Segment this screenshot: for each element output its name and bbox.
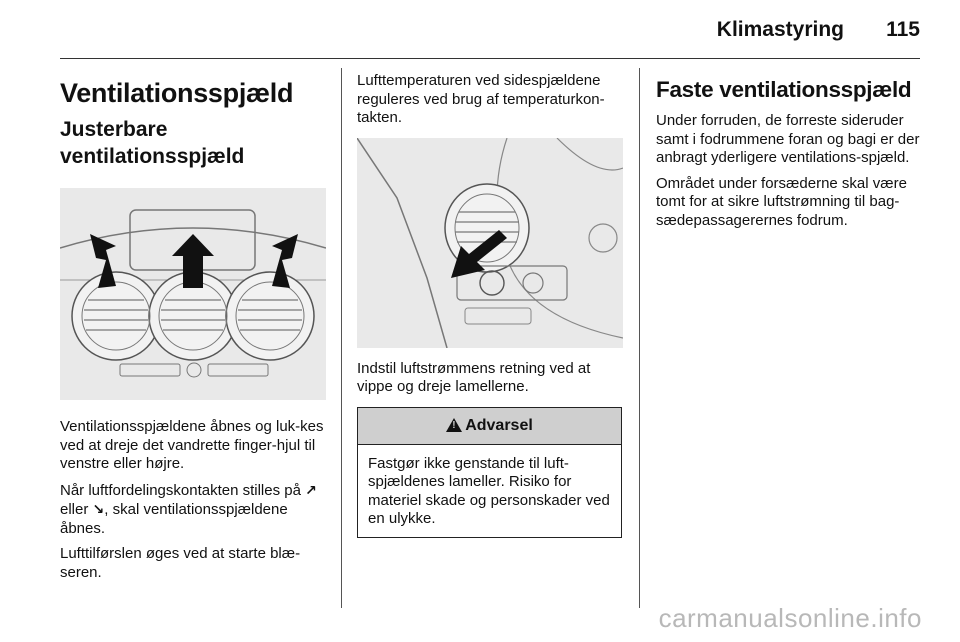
subsection-title: Justerbare ventilationsspjæld bbox=[60, 118, 245, 168]
header-rule bbox=[60, 58, 920, 59]
column-3 bbox=[656, 72, 922, 237]
paragraph: Lufttilførslen øges ved at starte blæ-seren. bbox=[60, 545, 301, 581]
side-vent-illustration bbox=[357, 138, 623, 348]
page-header bbox=[60, 18, 920, 46]
column-divider-1 bbox=[341, 68, 342, 608]
dashboard-vents-illustration bbox=[60, 188, 326, 400]
warning-triangle-icon bbox=[446, 418, 462, 432]
warning-box bbox=[357, 407, 622, 538]
airflow-footwell-icon: ↘ bbox=[92, 501, 105, 517]
warning-body bbox=[358, 445, 621, 537]
section-title: Ventilationsspjæld bbox=[60, 78, 294, 108]
section-title-fixed-vents: Faste ventilationsspjæld bbox=[656, 77, 912, 102]
column-2 bbox=[357, 72, 623, 538]
paragraph: Lufttemperaturen ved sidespjældene reguleres ved brug af temperaturkon-takten. bbox=[357, 72, 605, 126]
page-number: 115 bbox=[886, 18, 920, 41]
paragraph-distribution: Når luftfordelingskontakten stilles på ↗ eller ↘, skal ventilationsspjældene åbnes. bbox=[60, 481, 317, 537]
warning-title: Advarsel bbox=[465, 416, 533, 434]
column-1 bbox=[60, 72, 326, 589]
paragraph: Under forruden, de forreste sideruder samt i fodrummene foran og bagi er der anbragt yderligere ventilations-spjæld. bbox=[656, 112, 920, 166]
warning-header bbox=[358, 408, 621, 445]
paragraph: Ventilationsspjældene åbnes og luk-kes ved at dreje det vandrette finger-hjul til venstre eller højre. bbox=[60, 418, 324, 472]
paragraph: Indstil luftstrømmens retning ved at vippe og dreje lamellerne. bbox=[357, 359, 591, 395]
warning-text: Fastgør ikke genstande til luft-spjældenes lameller. Risiko for materiel skade og personskader ved en ulykke. bbox=[368, 454, 610, 527]
watermark: carmanualsonline.info bbox=[658, 603, 922, 633]
paragraph: Området under forsæderne skal være tomt for at sikre luftstrømning til bag-sædepassagerernes fodrum. bbox=[656, 174, 907, 229]
section-name: Klimastyring bbox=[716, 18, 844, 41]
column-divider-2 bbox=[639, 68, 640, 608]
airflow-windscreen-icon: ↗ bbox=[305, 481, 317, 498]
